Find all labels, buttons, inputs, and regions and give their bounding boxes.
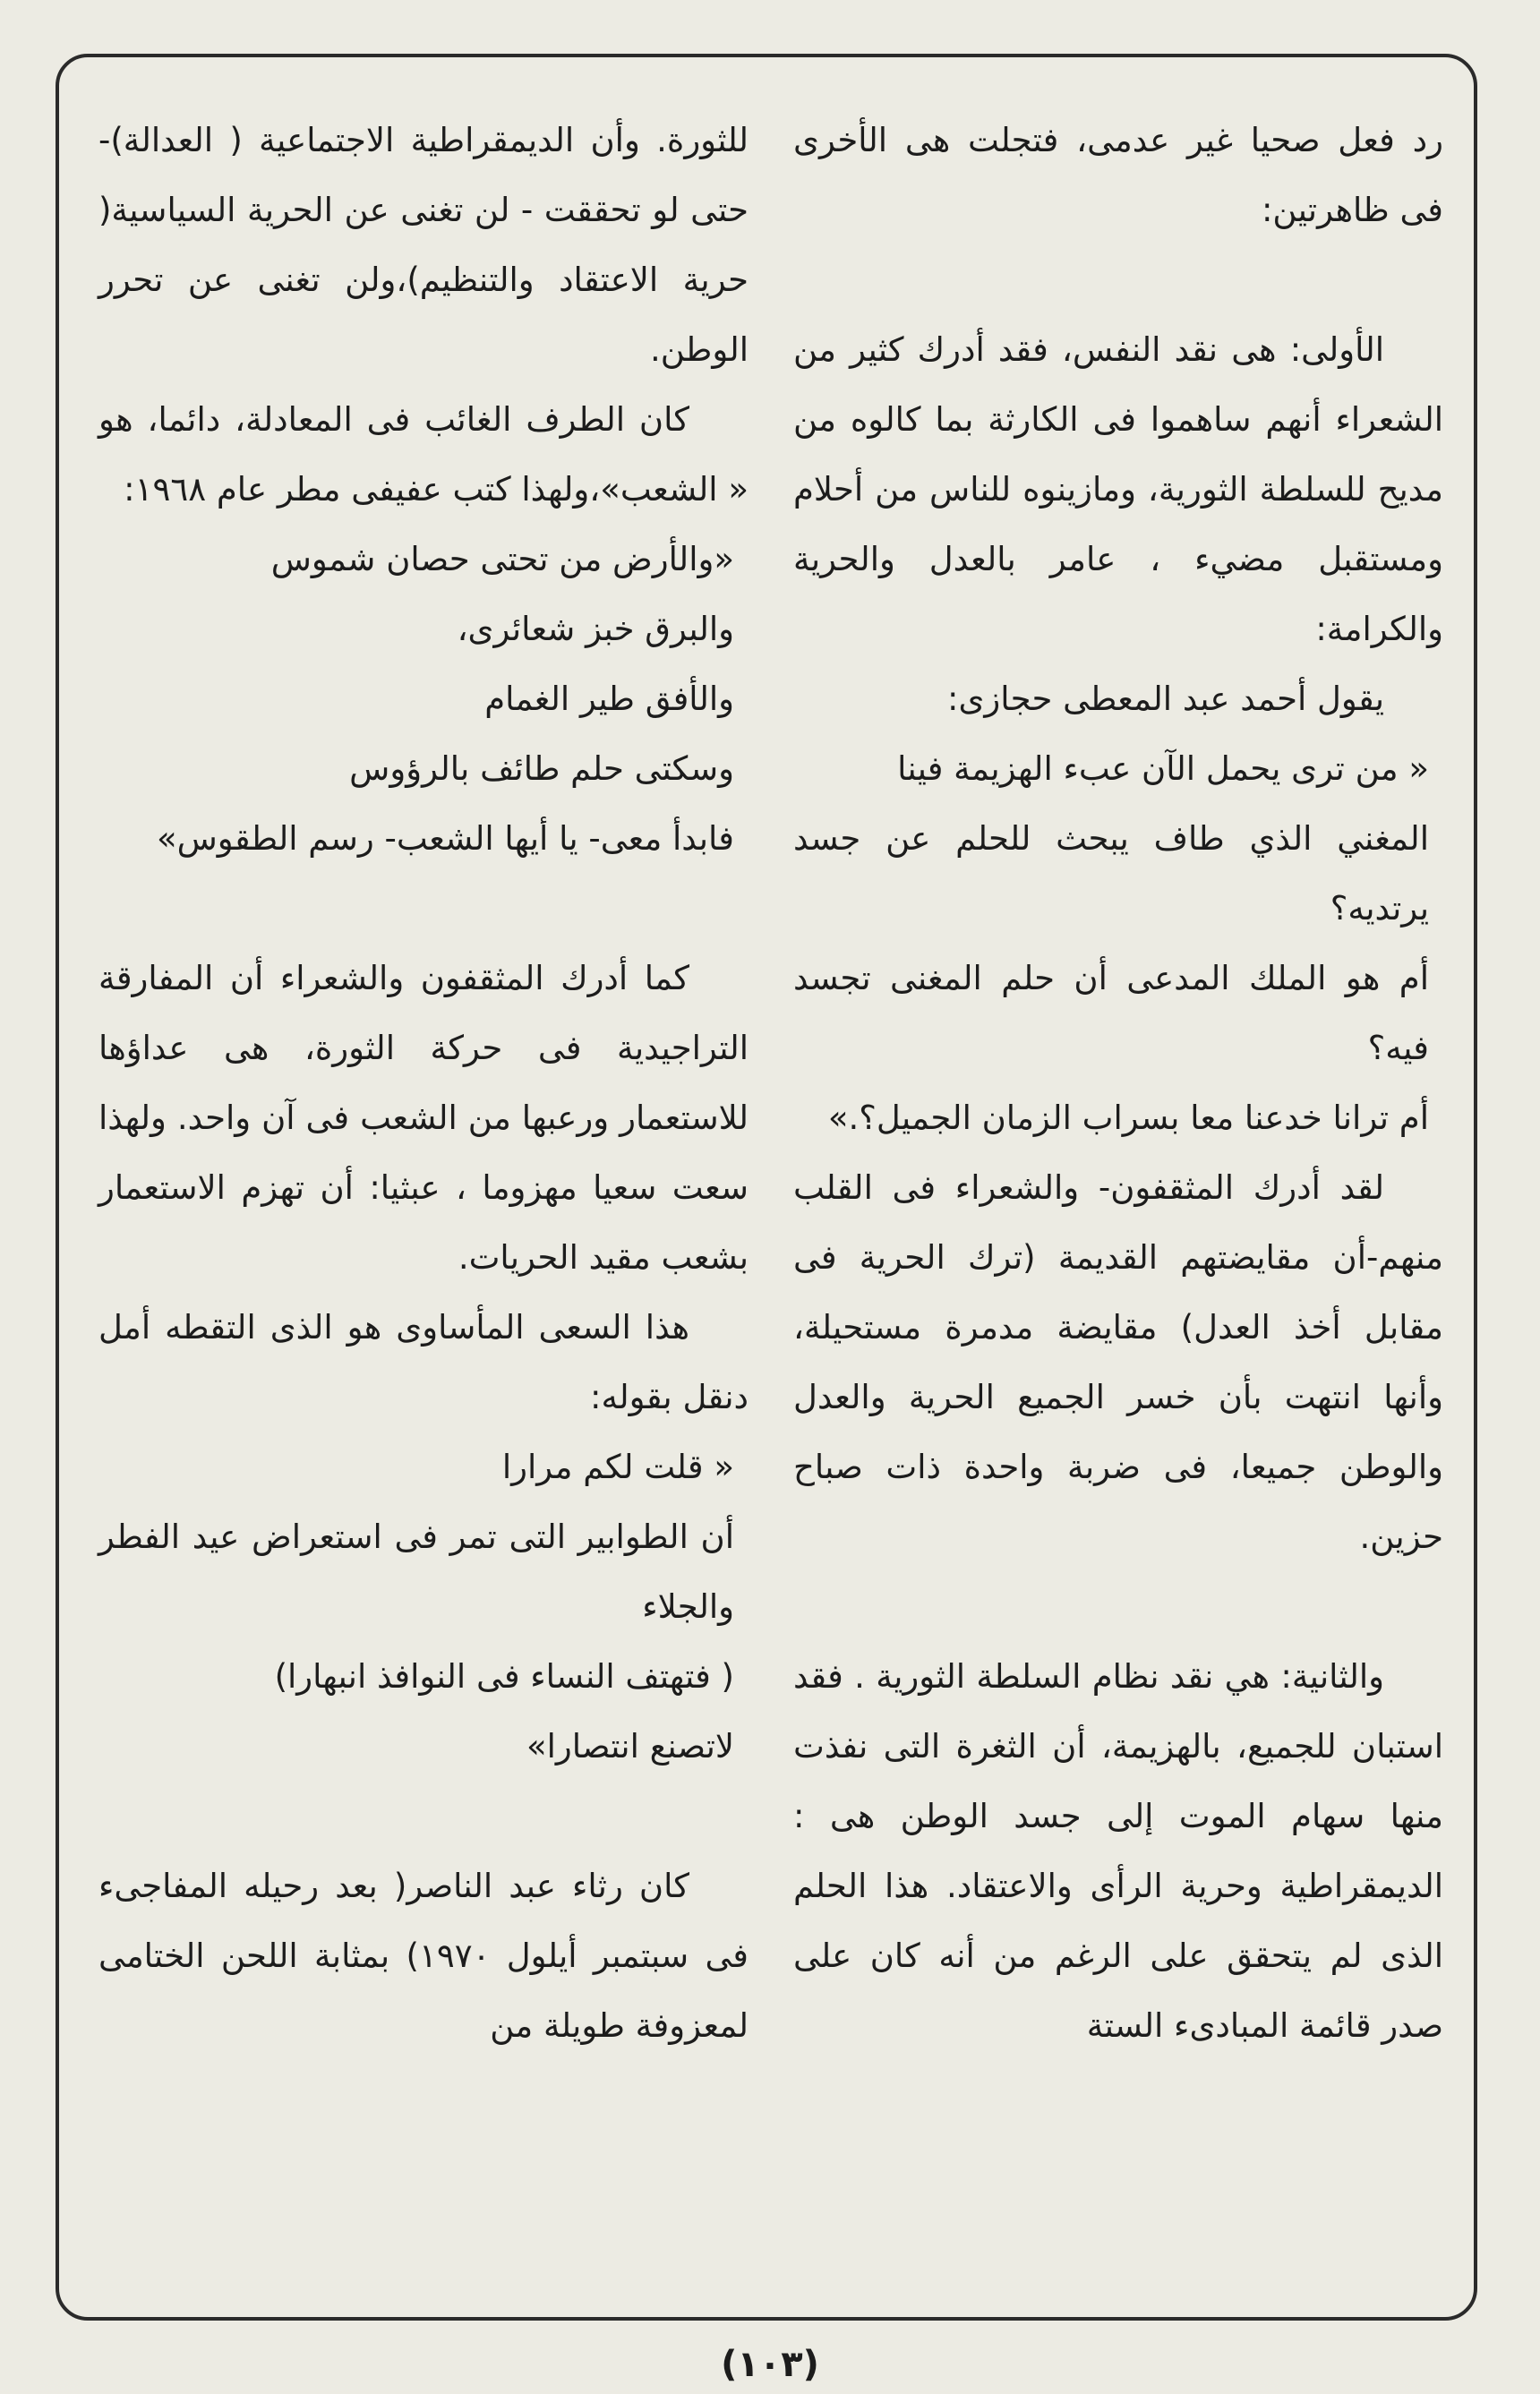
verse-line: والبرق خبز شعائرى،	[457, 610, 734, 648]
spacer	[98, 874, 749, 944]
paragraph: هذا السعى المأساوى هو الذى التقطه أمل دنقل بقوله:	[98, 1308, 749, 1416]
verse-line: فابدأ معى- يا أيها الشعب- رسم الطقوس»	[157, 819, 734, 858]
paragraph: الأولى: هى نقد النفس، فقد أدرك كثير من الشعراء أنهم ساهموا فى الكارثة بما كالوه من مديح للسلطة الثورية، ومازينوه للناس من أحلام ومستقبل مضيء ، عامر بالعدل والحرية والكرامة:	[793, 330, 1443, 648]
verse-line: أم هو الملك المدعى أن حلم المغنى تجسد فيه؟	[793, 959, 1429, 1067]
paragraph: رد فعل صحيا غير عدمى، فتجلت هى الأخرى فى ظاهرتين:	[793, 121, 1443, 229]
page-number: (١٠٣)	[721, 2344, 819, 2385]
verse-line: المغني الذي طاف يبحث للحلم عن جسد يرتديه؟	[793, 819, 1429, 928]
paragraph: يقول أحمد عبد المعطى حجازى:	[947, 680, 1384, 718]
verse-line: أن الطوابير التى تمر فى استعراض عيد الفطر والجلاء	[98, 1518, 734, 1626]
verse-line: « من ترى يحمل الآن عبء الهزيمة فينا	[897, 749, 1429, 788]
verse-line: أم ترانا خدعنا معا بسراب الزمان الجميل؟.»	[827, 1099, 1429, 1137]
verse-line: « قلت لكم مرارا	[501, 1448, 734, 1486]
paragraph: لقد أدرك المثقفون- والشعراء فى القلب منهم-أن مقايضتهم القديمة (ترك الحرية فى مقابل أخذ العدل) مقايضة مدمرة مستحيلة، وأنها انتهت بأن خسر الجميع الحرية والعدل والوطن جميعا، فى ضربة واحدة ذات صباح حزين.	[793, 1168, 1443, 1556]
paragraph: للثورة. وأن الديمقراطية الاجتماعية ( العدالة)- حتى لو تحققت - لن تغنى عن الحرية السياسية( حرية الاعتقاد والتنظيم)،ولن تغنى عن تحرر الوطن.	[98, 121, 749, 369]
verse-line: لاتصنع انتصارا»	[526, 1727, 734, 1766]
verse-line: «والأرض من تحتى حصان شموس	[270, 540, 734, 578]
paragraph: كان رثاء عبد الناصر( بعد رحيله المفاجىء فى سبتمبر أيلول ١٩٧٠) بمثابة اللحن الختامى لمعزوفة طويلة من	[98, 1867, 749, 2045]
verse-line: والأفق طير الغمام	[484, 680, 734, 718]
verse-line: ( فتهتف النساء فى النوافذ انبهارا)	[274, 1657, 734, 1696]
spacer	[98, 1782, 749, 1851]
spacer	[793, 245, 1443, 315]
spacer	[793, 1572, 1443, 1642]
paragraph: كما أدرك المثقفون والشعراء أن المفارقة التراجيدية فى حركة الثورة، هى عداؤها للاستعمار ورعبها من الشعب فى آن واحد. ولهذا سعت سعيا مهزوما ، عبثيا: أن تهزم الاستعمار بشعب مقيد الحريات.	[98, 959, 749, 1277]
paragraph: والثانية: هي نقد نظام السلطة الثورية . فقد استبان للجميع، بالهزيمة، أن الثغرة التى نفذت منها سهام الموت إلى جسد الوطن هى : الديمقراطية وحرية الرأى والاعتقاد. هذا الحلم الذى لم يتحقق على الرغم من أنه كان على صدر قائمة المبادىء الستة	[793, 1657, 1443, 2045]
verse-line: وسكتى حلم طائف بالرؤوس	[349, 749, 734, 788]
left-column	[98, 106, 749, 2061]
right-column	[793, 106, 1443, 2061]
paragraph: كان الطرف الغائب فى المعادلة، دائما، هو « الشعب»،ولهذا كتب عفيفى مطر عام ١٩٦٨:	[98, 400, 749, 509]
